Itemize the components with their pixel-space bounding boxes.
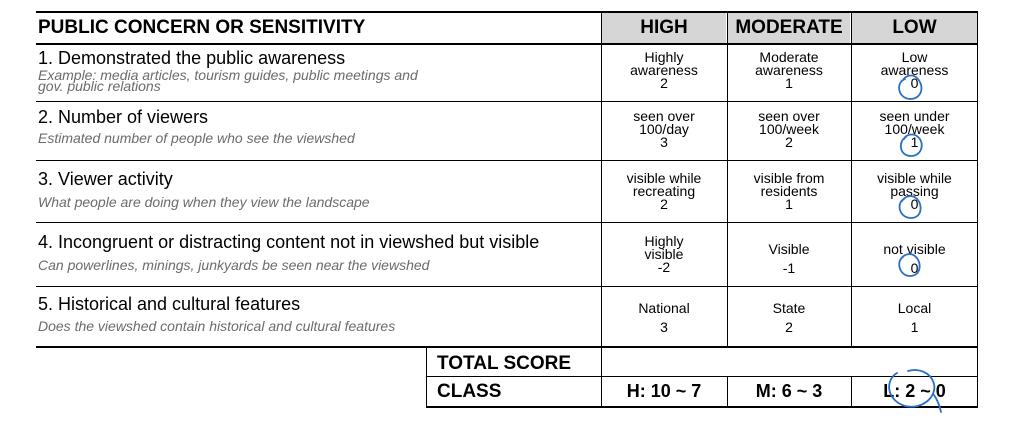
row-1-description: Example: media articles, tourism guides, public meetings and gov. public relations <box>38 67 418 94</box>
footer-middle-line <box>426 376 978 377</box>
header-high: HIGH <box>640 17 688 38</box>
col-line-right <box>977 11 978 408</box>
footer-left-line <box>426 346 427 408</box>
footer-bottom-line <box>426 406 978 408</box>
row-1-title: 1. Demonstrated the public awareness <box>38 48 346 68</box>
row-4-moderate: Visible -1 <box>768 241 810 276</box>
row-3-high: visible while recreating 2 <box>626 170 702 212</box>
row-3-description: What people are doing when they view the landscape <box>38 194 370 210</box>
row-5-title: 5. Historical and cultural features <box>38 294 301 314</box>
row-1-low: Low awareness 0 <box>880 49 949 91</box>
row-3-moderate: visible from residents 1 <box>753 170 825 212</box>
row-divider-1 <box>36 101 978 102</box>
row-5-high: National 3 <box>638 300 690 335</box>
row-3-title: 3. Viewer activity <box>38 169 173 189</box>
row-3-low: visible while passing 0 <box>877 170 952 212</box>
header-moderate: MODERATE <box>735 17 843 38</box>
header-low: LOW <box>892 17 937 38</box>
row-divider-3 <box>36 222 978 223</box>
row-4-description: Can powerlines, minings, junkyards be seen near the viewshed <box>38 257 430 273</box>
row-1-high: Highly awareness 2 <box>630 49 698 91</box>
class-moderate-range: M: 6 ~ 3 <box>755 381 823 401</box>
row-divider-4 <box>36 286 978 287</box>
total-score-label: TOTAL SCORE <box>437 353 572 374</box>
row-2-description: Estimated number of people who see the viewshed <box>38 130 355 146</box>
table-body-bottom <box>36 346 978 348</box>
row-5-low: Local 1 <box>897 300 932 335</box>
row-5-moderate: State 2 <box>772 300 806 335</box>
row-1-moderate: Moderate awareness 1 <box>755 49 823 91</box>
class-low-range: L: 2 ~ 0 <box>883 381 946 401</box>
row-4-title: 4. Incongruent or distracting content not in viewshed but visible <box>38 232 540 252</box>
row-4-low: not visible 0 <box>883 241 946 276</box>
row-divider-2 <box>36 160 978 161</box>
class-label: CLASS <box>437 381 502 402</box>
row-2-moderate: seen over 100/week 2 <box>758 108 820 150</box>
row-2-low: seen under 100/week 1 <box>879 108 950 150</box>
header-bottom-border <box>36 43 978 45</box>
header-criteria: PUBLIC CONCERN OR SENSITIVITY <box>38 17 366 38</box>
row-5-description: Does the viewshed contain historical and cultural features <box>38 318 396 334</box>
row-4-high: Highly visible -2 <box>644 233 684 275</box>
class-high-range: H: 10 ~ 7 <box>626 381 702 401</box>
table-top-border <box>36 11 978 13</box>
row-2-high: seen over 100/day 3 <box>633 108 695 150</box>
row-2-title: 2. Number of viewers <box>38 107 209 127</box>
